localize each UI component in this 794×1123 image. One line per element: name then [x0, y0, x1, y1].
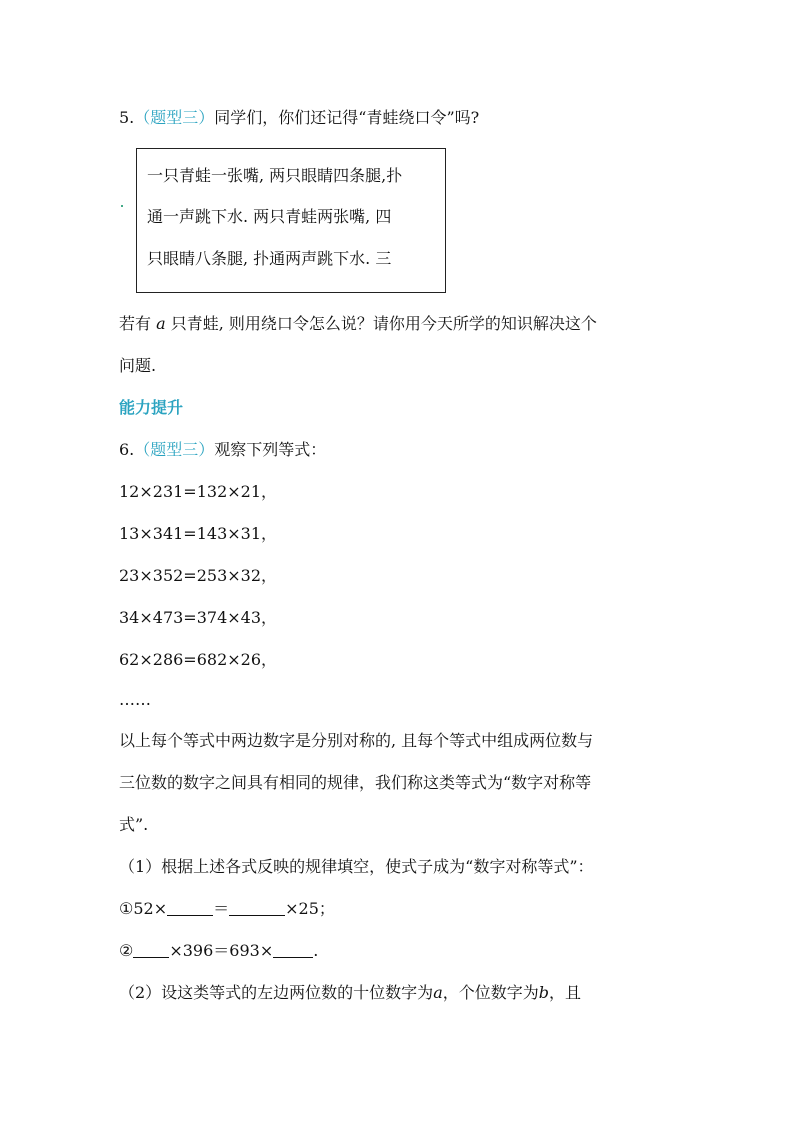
- q6-part2: [119, 983, 581, 1003]
- part2-var-b: b: [538, 983, 549, 1002]
- fill2-blank-1[interactable]: [133, 943, 169, 958]
- equation-5: 62×286=682×26，: [119, 650, 278, 669]
- part2-text-a: （2）设这类等式的左边两位数的十位数字为: [119, 983, 434, 1002]
- section-title: 能力提升: [119, 398, 184, 417]
- q6-number: 6.: [119, 440, 135, 459]
- equation-3: 23×352=253×32，: [119, 566, 278, 585]
- box-line-1: 一只青蛙一张嘴, 两只眼睛四条腿,扑: [147, 166, 403, 185]
- fill2-text-c: .: [313, 941, 319, 960]
- q5-question-text-b: 只青蛙, 则用绕口令怎么说？请你用今天所学的知识解决这个: [170, 314, 597, 333]
- fill2-blank-2[interactable]: [273, 943, 313, 958]
- box-line-3: 只眼睛八条腿, 扑通两声跳下水. 三: [147, 249, 392, 268]
- part2-var-a: a: [433, 983, 443, 1002]
- q6-prompt: 观察下列等式：: [214, 440, 327, 459]
- part2-text-c: ，且: [549, 983, 582, 1002]
- q6-tag: （题型三）: [134, 440, 215, 459]
- equation-ellipsis: ……: [119, 690, 151, 709]
- q5-question-text-a: 若有: [119, 314, 152, 333]
- q6-desc-line3: 式”.: [119, 815, 149, 834]
- q5-header: [119, 108, 479, 128]
- q6-desc-line1: 以上每个等式中两边数字是分别对称的, 且每个等式中组成两位数与: [119, 731, 594, 750]
- q6-desc-line2: 三位数的数字之间具有相同的规律，我们称这类等式为“数字对称等: [119, 773, 592, 792]
- q6-fill-1: [119, 899, 335, 919]
- equation-1: 12×231=132×21，: [119, 482, 278, 501]
- q6-part1-prompt: （1）根据上述各式反映的规律填空，使式子成为“数字对称等式”：: [119, 857, 594, 876]
- fill1-blank-1[interactable]: [167, 901, 213, 916]
- q5-number: 5.: [119, 108, 135, 127]
- q6-header: [119, 440, 326, 460]
- fill1-text-c: ×25；: [285, 899, 335, 918]
- fill1-blank-2[interactable]: [229, 901, 285, 916]
- part2-text-b: ，个位数字为: [442, 983, 539, 1002]
- q5-prompt: 同学们，你们还记得“青蛙绕口令”吗?: [214, 108, 480, 127]
- equation-2: 13×341=143×31，: [119, 524, 278, 543]
- q6-fill-2: [119, 941, 318, 961]
- q5-tag: （题型三）: [134, 108, 215, 127]
- q5-question-line2: 问题.: [119, 356, 157, 375]
- equation-4: 34×473=374×43，: [119, 608, 278, 627]
- fill2-text-a: ②: [119, 941, 134, 960]
- stray-mark: [121, 205, 123, 207]
- fill2-text-b: ×396＝693×: [169, 941, 274, 960]
- box-line-2: 通一声跳下水. 两只青蛙两张嘴, 四: [147, 207, 392, 226]
- fill1-text-b: ＝: [213, 899, 230, 918]
- tongue-twister-box: [136, 148, 446, 293]
- q5-var-a: a: [156, 314, 166, 333]
- fill1-text-a: ①52×: [119, 899, 168, 918]
- q5-question-line1: [119, 314, 597, 334]
